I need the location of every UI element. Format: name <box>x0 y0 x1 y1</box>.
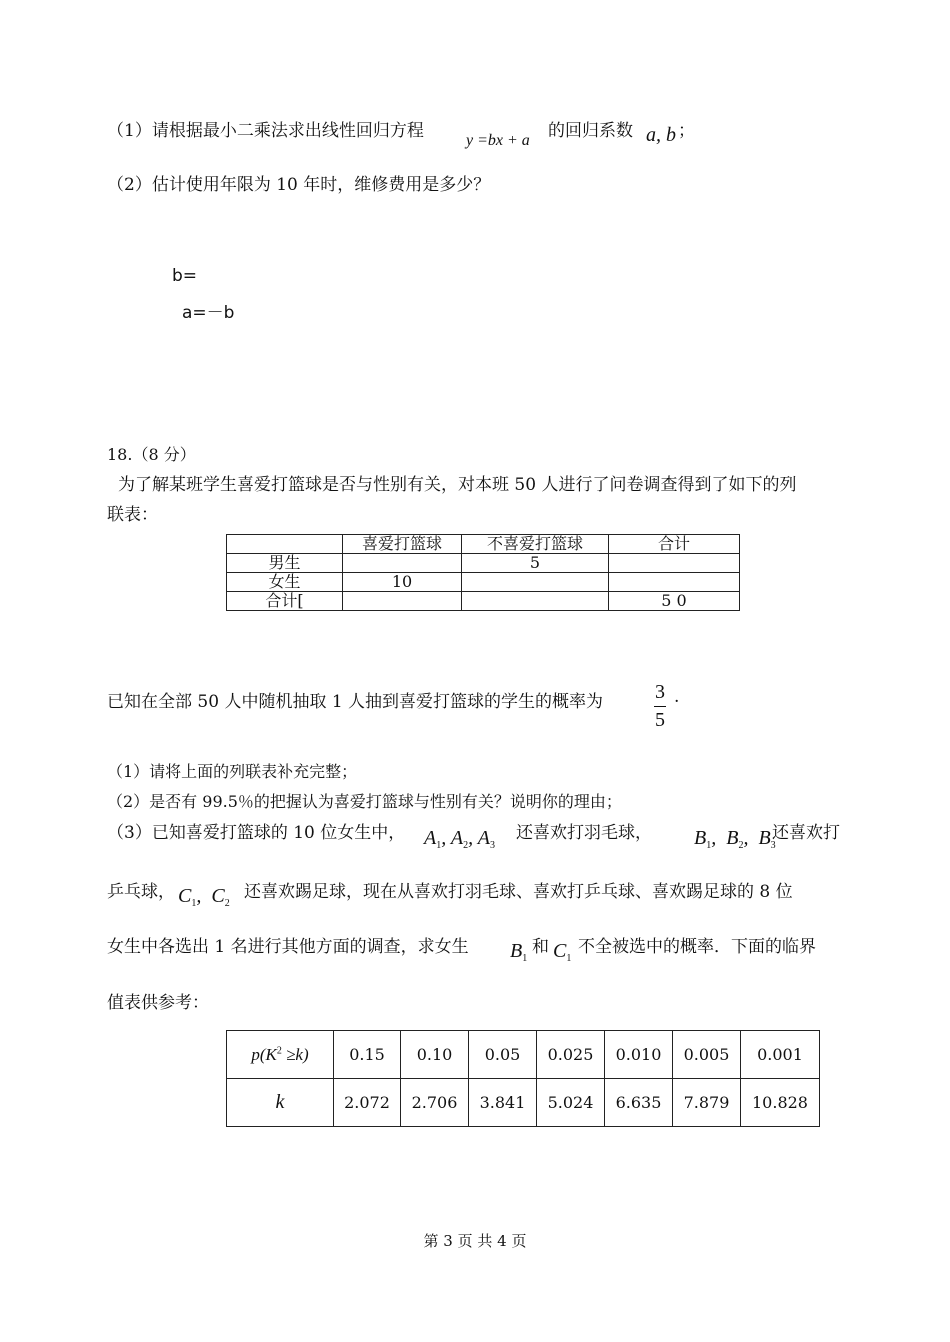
probability-fraction <box>650 681 670 732</box>
probability-text: 已知在全部 50 人中随机抽取 1 人抽到喜爱打篮球的学生的概率为 <box>107 692 604 712</box>
table-cell: 不喜爱打篮球 <box>462 535 609 554</box>
table-row <box>227 554 740 573</box>
table-row <box>227 592 740 611</box>
b1-symbol: $B_1$ <box>510 940 528 964</box>
table-row <box>227 1031 820 1079</box>
fraction-bar <box>654 706 666 707</box>
table-cell <box>227 535 343 554</box>
table-cell: 男生 <box>227 554 343 573</box>
table-cell: 5.024 <box>537 1079 605 1127</box>
table-cell: k <box>227 1079 334 1127</box>
table-cell <box>462 573 609 592</box>
q18-part3-c: 还喜欢打 <box>772 823 840 843</box>
q17-part1-mid: 的回归系数 <box>548 121 633 141</box>
table-cell <box>343 554 462 573</box>
table-row <box>227 573 740 592</box>
coefficients: a, b <box>646 124 676 146</box>
table-cell: 6.635 <box>605 1079 673 1127</box>
a-set-symbols: $A_1$, $A_2$, $A_3$ <box>424 827 495 851</box>
contingency-table <box>226 534 740 611</box>
table-cell: 10 <box>343 573 462 592</box>
q18-part2: （2）是否有 99.5％的把握认为喜爱打篮球与性别有关？说明你的理由； <box>107 792 622 811</box>
b-formula: b= <box>172 266 198 286</box>
table-cell: 0.010 <box>605 1031 673 1079</box>
table-cell: 0.15 <box>334 1031 401 1079</box>
table-cell: 女生 <box>227 573 343 592</box>
table-cell: 0.10 <box>401 1031 469 1079</box>
table-cell: 10.828 <box>741 1079 820 1127</box>
table-cell: 0.025 <box>537 1031 605 1079</box>
q17-part1-end: ； <box>678 121 695 141</box>
table-cell: 喜爱打篮球 <box>343 535 462 554</box>
q18-intro-line2: 联表： <box>107 505 158 525</box>
probability-end: . <box>674 687 680 707</box>
q18-part3-b: 还喜欢打羽毛球， <box>516 823 652 843</box>
critical-value-table <box>226 1030 820 1127</box>
a-formula: a=－b <box>182 303 235 323</box>
table-cell <box>609 554 740 573</box>
table-cell: 5 <box>462 554 609 573</box>
q18-part3-d: 乒乓球， <box>107 882 175 902</box>
c-set-symbols: $C_1$, $C_2$ <box>178 885 230 909</box>
regression-equation: y =bx + a <box>466 132 530 149</box>
b-set-symbols: $B_1$, $B_2$, $B_3$ <box>694 827 776 851</box>
table-cell: $p(K^2 \ge k)$ <box>227 1031 334 1079</box>
q17-part1-prefix: （1）请根据最小二乘法求出线性回归方程 <box>107 121 424 141</box>
q18-part3-e: 还喜欢踢足球，现在从喜欢打羽毛球、喜欢打乒乓球、喜欢踢足球的 8 位 <box>244 882 793 902</box>
q18-part3-a: （3）已知喜爱打篮球的 10 位女生中， <box>107 823 406 843</box>
q18-part1: （1）请将上面的列联表补充完整； <box>107 762 358 781</box>
table-cell <box>462 592 609 611</box>
q18-part3-h: 不全被选中的概率．下面的临界 <box>578 937 816 957</box>
table-cell: 5 0 <box>609 592 740 611</box>
table-cell: 合计 <box>609 535 740 554</box>
table-cell: 3.841 <box>469 1079 537 1127</box>
q18-part3-f: 女生中各选出 1 名进行其他方面的调查，求女生 <box>107 937 469 957</box>
table-cell <box>609 573 740 592</box>
table-cell: 合计[ <box>227 592 343 611</box>
fraction-numerator: 3 <box>655 681 665 703</box>
table-row <box>227 1079 820 1127</box>
table-cell: 0.001 <box>741 1031 820 1079</box>
q17-part2: （2）估计使用年限为 10 年时，维修费用是多少？ <box>107 175 491 195</box>
q18-title: 18.（8 分） <box>107 445 196 464</box>
q18-part3-i: 值表供参考： <box>107 993 209 1013</box>
table-cell: 2.072 <box>334 1079 401 1127</box>
table-cell: 0.005 <box>673 1031 741 1079</box>
page-footer: 第 3 页 共 4 页 <box>423 1232 527 1250</box>
table-header-row <box>227 535 740 554</box>
table-cell <box>343 592 462 611</box>
table-cell: 0.05 <box>469 1031 537 1079</box>
table-cell: 2.706 <box>401 1079 469 1127</box>
fraction-denominator: 5 <box>655 709 665 731</box>
q18-intro-line1: 为了解某班学生喜爱打篮球是否与性别有关，对本班 50 人进行了问卷调查得到了如下的列 <box>118 475 797 495</box>
q18-part3-g: 和 <box>532 937 549 957</box>
c1-symbol: $C_1$ <box>553 940 572 964</box>
table-cell: 7.879 <box>673 1079 741 1127</box>
